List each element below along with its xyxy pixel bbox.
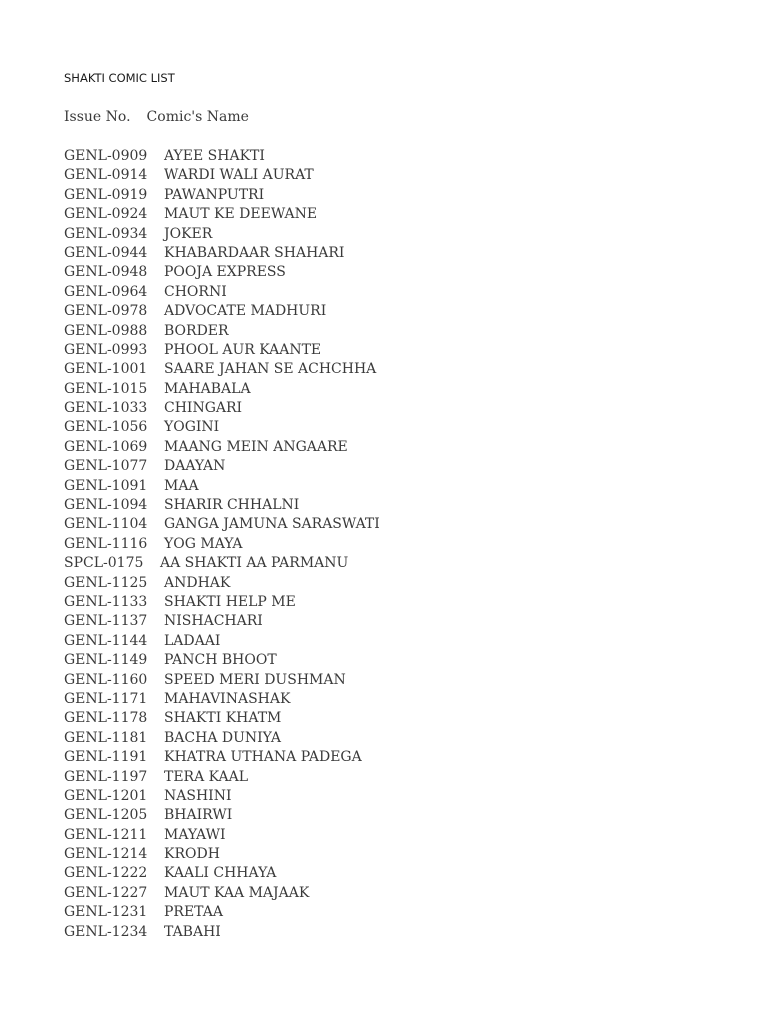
list-item xyxy=(64,244,380,263)
issue-number: GENL-0909 xyxy=(64,148,148,164)
name-column-header: Comic's Name xyxy=(146,109,249,125)
list-item xyxy=(64,302,380,321)
comic-name: SHARIR CHHALNI xyxy=(164,497,300,514)
comic-name: PAWANPUTRI xyxy=(164,186,265,203)
issue-number: GENL-0919 xyxy=(64,186,148,203)
list-item xyxy=(64,651,380,670)
list-item xyxy=(64,477,380,496)
issue-number: GENL-1091 xyxy=(64,477,148,494)
comic-name: MAUT KE DEEWANE xyxy=(164,206,318,223)
issue-number: GENL-1222 xyxy=(64,865,148,882)
comic-name: MAA xyxy=(164,477,199,494)
comic-name: CHORNI xyxy=(164,283,227,300)
issue-number: GENL-1001 xyxy=(64,361,148,378)
list-item xyxy=(64,864,380,883)
issue-number: GENL-0934 xyxy=(64,225,148,242)
comic-name: PHOOL AUR KAANTE xyxy=(164,341,322,358)
comic-name: BHAIRWI xyxy=(164,807,233,824)
comic-name: AA SHAKTI AA PARMANU xyxy=(160,555,349,572)
comic-name: BORDER xyxy=(164,322,229,339)
list-item xyxy=(64,729,380,748)
list-item xyxy=(64,186,380,205)
issue-number: GENL-1234 xyxy=(64,923,148,940)
list-item xyxy=(64,166,380,185)
list-item xyxy=(64,225,380,244)
issue-number: GENL-1149 xyxy=(64,652,148,669)
issue-number: GENL-1033 xyxy=(64,400,148,417)
comic-name: BACHA DUNIYA xyxy=(164,729,281,746)
list-item xyxy=(64,147,380,166)
comic-name: MAHABALA xyxy=(164,380,251,397)
issue-number: SPCL-0175 xyxy=(64,555,144,572)
list-header xyxy=(64,109,249,125)
issue-number: GENL-0924 xyxy=(64,206,148,223)
issue-number: GENL-0988 xyxy=(64,322,148,339)
comic-name: MAYAWI xyxy=(164,826,226,843)
list-item xyxy=(64,923,380,942)
issue-number: GENL-1116 xyxy=(64,535,148,552)
list-item xyxy=(64,399,380,418)
issue-number: GENL-1211 xyxy=(64,826,148,843)
comic-name: WARDI WALI AURAT xyxy=(164,167,314,184)
list-item xyxy=(64,632,380,651)
list-item xyxy=(64,457,380,476)
list-item xyxy=(64,205,380,224)
issue-number: GENL-1015 xyxy=(64,380,148,397)
comic-name: SHAKTI KHATM xyxy=(164,710,282,727)
comic-name: TERA KAAL xyxy=(164,768,249,785)
issue-number: GENL-1069 xyxy=(64,438,148,455)
list-item xyxy=(64,360,380,379)
list-item xyxy=(64,884,380,903)
issue-number: GENL-0964 xyxy=(64,283,148,300)
comic-name: SHAKTI HELP ME xyxy=(164,593,296,610)
list-item xyxy=(64,263,380,282)
issue-number: GENL-1094 xyxy=(64,497,148,514)
list-item xyxy=(64,438,380,457)
comic-name: PRETAA xyxy=(164,904,223,921)
comic-name: KHABARDAAR SHAHARI xyxy=(164,244,345,261)
list-item xyxy=(64,845,380,864)
comic-name: KAALI CHHAYA xyxy=(164,865,277,882)
comic-name: YOGINI xyxy=(164,419,220,436)
comic-name: TABAHI xyxy=(164,923,221,940)
list-item xyxy=(64,341,380,360)
comic-name: AYEE SHAKTI xyxy=(164,148,265,164)
issue-number: GENL-1214 xyxy=(64,846,148,863)
issue-column-header: Issue No. xyxy=(64,109,131,125)
list-item xyxy=(64,283,380,302)
issue-number: GENL-1133 xyxy=(64,593,148,610)
comic-name: NISHACHARI xyxy=(164,613,263,630)
comic-name: NASHINI xyxy=(164,787,232,804)
comic-name: LADAAI xyxy=(164,632,221,649)
issue-number: GENL-1125 xyxy=(64,574,148,591)
comic-name: ANDHAK xyxy=(164,574,231,591)
list-item xyxy=(64,806,380,825)
list-item xyxy=(64,418,380,437)
issue-number: GENL-1104 xyxy=(64,516,148,533)
list-item xyxy=(64,574,380,593)
issue-number: GENL-1137 xyxy=(64,613,148,630)
list-item xyxy=(64,612,380,631)
comic-list xyxy=(64,147,380,942)
comic-name: GANGA JAMUNA SARASWATI xyxy=(164,516,380,533)
issue-number: GENL-0978 xyxy=(64,303,148,320)
issue-number: GENL-1178 xyxy=(64,710,148,727)
list-item xyxy=(64,826,380,845)
list-item xyxy=(64,768,380,787)
issue-number: GENL-1160 xyxy=(64,671,148,688)
comic-name: KRODH xyxy=(164,846,220,863)
issue-number: GENL-1144 xyxy=(64,632,148,649)
issue-number: GENL-1197 xyxy=(64,768,148,785)
issue-number: GENL-0993 xyxy=(64,341,148,358)
list-item xyxy=(64,554,380,573)
list-item xyxy=(64,496,380,515)
issue-number: GENL-1205 xyxy=(64,807,148,824)
list-item xyxy=(64,593,380,612)
comic-name: JOKER xyxy=(164,225,213,242)
comic-name: POOJA EXPRESS xyxy=(164,264,286,281)
comic-name: MAHAVINASHAK xyxy=(164,690,291,707)
comic-name: SAARE JAHAN SE ACHCHHA xyxy=(164,361,377,378)
comic-name: KHATRA UTHANA PADEGA xyxy=(164,749,362,766)
issue-number: GENL-1231 xyxy=(64,904,148,921)
list-item xyxy=(64,903,380,922)
comic-name: PANCH BHOOT xyxy=(164,652,277,669)
document-title: SHAKTI COMIC LIST xyxy=(64,71,175,85)
comic-name: DAAYAN xyxy=(164,458,226,475)
comic-name: YOG MAYA xyxy=(164,535,243,552)
issue-number: GENL-1227 xyxy=(64,884,148,901)
comic-name: CHINGARI xyxy=(164,400,243,417)
comic-name: MAANG MEIN ANGAARE xyxy=(164,438,348,455)
list-item xyxy=(64,322,380,341)
list-item xyxy=(64,671,380,690)
comic-name: ADVOCATE MADHURI xyxy=(164,303,327,320)
list-item xyxy=(64,748,380,767)
issue-number: GENL-1181 xyxy=(64,729,148,746)
comic-name: SPEED MERI DUSHMAN xyxy=(164,671,346,688)
list-item xyxy=(64,380,380,399)
list-item xyxy=(64,535,380,554)
issue-number: GENL-1191 xyxy=(64,749,148,766)
issue-number: GENL-1056 xyxy=(64,419,148,436)
list-item xyxy=(64,709,380,728)
issue-number: GENL-1171 xyxy=(64,690,148,707)
issue-number: GENL-0948 xyxy=(64,264,148,281)
list-item xyxy=(64,690,380,709)
issue-number: GENL-1077 xyxy=(64,458,148,475)
issue-number: GENL-0914 xyxy=(64,167,148,184)
list-item xyxy=(64,787,380,806)
list-item xyxy=(64,515,380,534)
comic-name: MAUT KAA MAJAAK xyxy=(164,884,310,901)
issue-number: GENL-1201 xyxy=(64,787,148,804)
issue-number: GENL-0944 xyxy=(64,244,148,261)
